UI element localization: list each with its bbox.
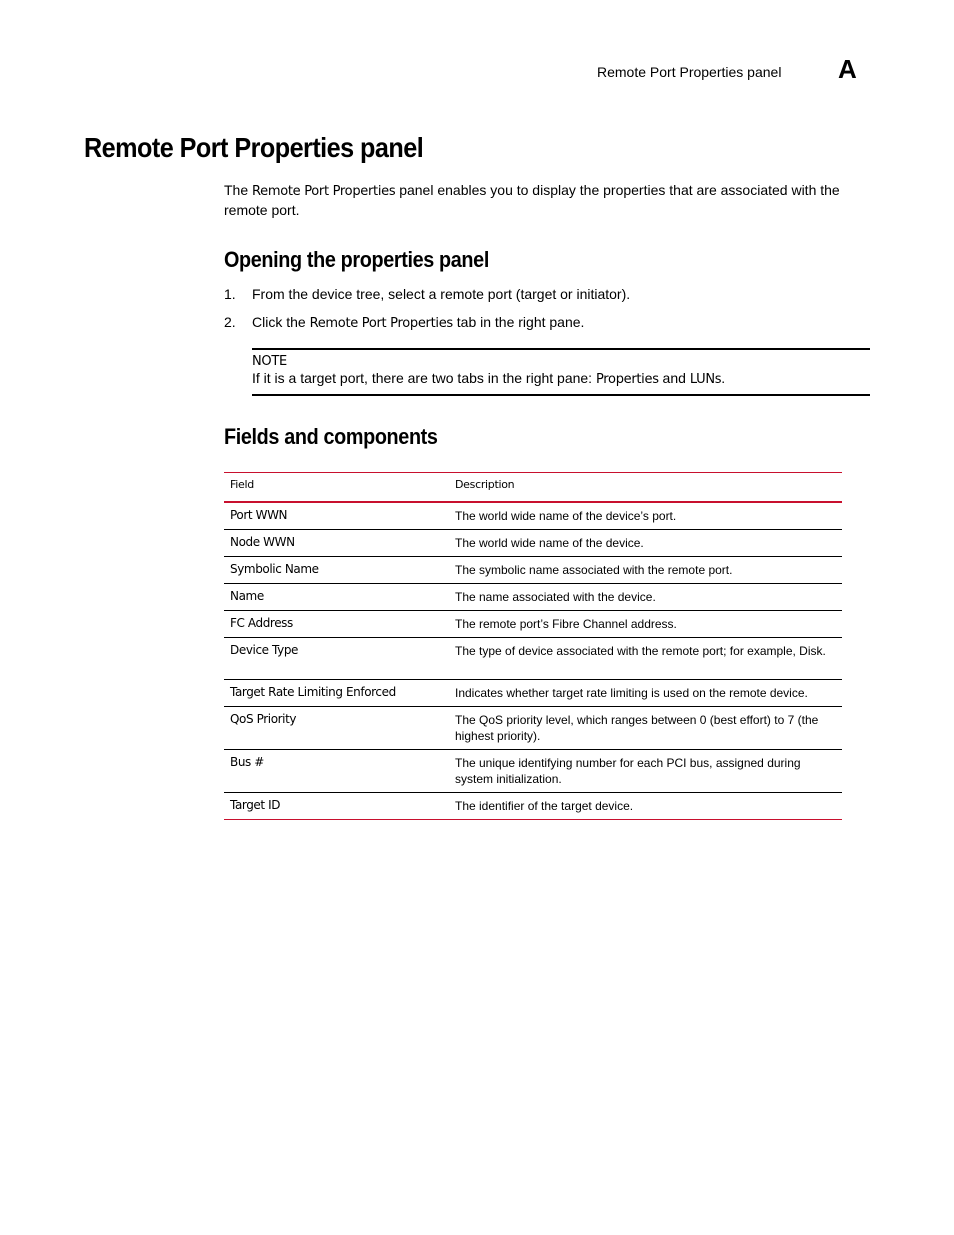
table-row (224, 749, 842, 792)
table-row (224, 502, 842, 530)
step-text (252, 314, 584, 331)
description-cell: The unique identifying number for each PCI bus, assigned during system initialization. (455, 755, 801, 786)
field-name-cell: Device Type (230, 642, 299, 657)
appendix-letter: A (838, 54, 857, 84)
table-row (224, 706, 842, 749)
table-row (224, 679, 842, 706)
step-post: tab in the right pane. (452, 314, 585, 330)
intro-post: panel enables you to display the properties that are associated with the remote port. (224, 182, 840, 218)
note-ui-term-properties: Properties (595, 372, 659, 387)
field-name-cell: FC Address (230, 615, 293, 630)
table-row (224, 583, 842, 610)
description-cell: The symbolic name associated with the remote port. (455, 562, 733, 577)
note-text (252, 370, 725, 387)
table-row (224, 556, 842, 583)
field-name-cell: Node WWN (230, 534, 295, 549)
note-mid: and (658, 370, 690, 386)
page-title: Remote Port Properties panel (84, 132, 424, 163)
field-name-cell: Name (230, 588, 264, 603)
section-heading-fields: Fields and components (224, 424, 438, 449)
field-name-cell: Target ID (230, 797, 281, 812)
description-cell: The world wide name of the device. (455, 535, 644, 550)
description-cell: The world wide name of the device’s port. (455, 508, 677, 523)
field-name-cell: Symbolic Name (230, 561, 319, 576)
step-number: 2. (224, 314, 236, 330)
section-heading-opening: Opening the properties panel (224, 247, 489, 272)
intro-paragraph (224, 181, 864, 220)
field-name-cell: Bus # (230, 754, 264, 769)
note-ui-term-luns: LUNs (689, 372, 722, 387)
table-row (224, 792, 842, 819)
note-pre: If it is a target port, there are two tabs in the right pane: (252, 370, 596, 386)
intro-pre: The (224, 182, 253, 198)
step-pre: Click the (252, 314, 310, 330)
step-text: From the device tree, select a remote port (target or initiator). (252, 286, 631, 302)
description-cell: The name associated with the device. (455, 589, 656, 604)
field-name-cell: Target Rate Limiting Enforced (230, 684, 396, 699)
intro-ui-term: Remote Port Properties (252, 184, 396, 199)
note-box (252, 348, 870, 396)
description-cell: The remote port’s Fibre Channel address. (455, 616, 677, 631)
note-post: . (721, 370, 726, 386)
column-header-field: Field (230, 478, 254, 491)
table-row (224, 610, 842, 637)
field-name-cell: QoS Priority (230, 711, 297, 726)
table-row (224, 529, 842, 556)
field-name-cell: Port WWN (230, 507, 288, 522)
fields-table (224, 472, 842, 820)
description-cell: The type of device associated with the remote port; for example, Disk. (455, 643, 826, 658)
running-head: Remote Port Properties panel (597, 64, 782, 80)
description-cell: The identifier of the target device. (455, 798, 634, 813)
step-number: 1. (224, 286, 236, 302)
table-header-row (224, 473, 842, 502)
note-label: NOTE (252, 354, 287, 369)
table-row (224, 637, 842, 679)
description-cell: The QoS priority level, which ranges between 0 (best effort) to 7 (the highest priority). (455, 712, 819, 743)
step-ui-term: Remote Port Properties (309, 316, 453, 331)
column-header-description: Description (455, 478, 515, 491)
description-cell: Indicates whether target rate limiting is used on the remote device. (455, 685, 808, 700)
